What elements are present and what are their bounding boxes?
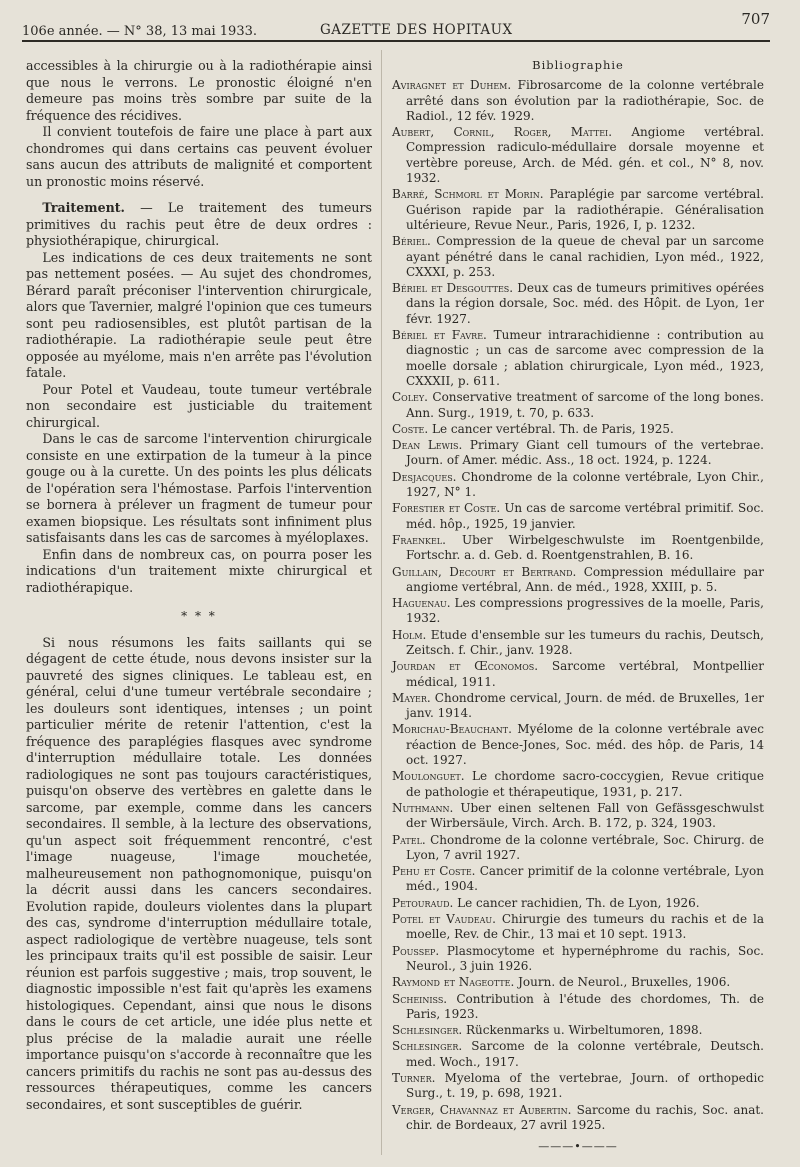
bibliography-entry [392,565,764,596]
bibliography-entry [392,659,764,690]
paragraph: Enfin dans de nombreux cas, on pourra poser les indications d'un traitement mixte chirurgical et radiothérapique. [26,546,372,595]
end-ornament: ———•——— [538,1140,618,1154]
bibliography-entry [392,125,764,186]
entry-reference: Journ. de Neurol., Bruxelles, 1906. [514,975,731,990]
entry-reference: Fibrosarcome de la colonne vertébrale arrêté dans son évolution par la radiothérapie, Soc. de Radiol., 12 fév. 1929. [406,78,764,123]
entry-author: Aviragnet et Duhem. [392,78,512,93]
entry-author: Aubert, Cornil, Roger, Mattei. [392,125,613,140]
section-ornament: * * * [181,609,217,623]
entry-author: Patel. [392,832,426,847]
entry-author: Bériel et Favre. [392,328,487,343]
bibliography-entry [392,944,764,975]
paragraph: Il convient toutefois de faire une place à part aux chondromes qui dans certains cas peuvent évoluer sans aucun des attributs de malignité et comportent un pronostic moins réservé. [26,124,372,189]
entry-reference: Le chordome sacro-coccygien, Revue critique de pathologie et thérapeutique, 1931, p. 217. [406,769,764,799]
entry-author: Petouraud. [392,895,454,910]
entry-reference: Un cas de sarcome vertébral primitif. Soc. méd. hôp., 1925, 19 janvier. [406,501,764,531]
bibliography-entry [392,422,764,437]
bibliography-entry [392,470,764,501]
entry-reference: Sarcome du rachis, Soc. anat. chir. de Bordeaux, 27 avril 1925. [406,1102,764,1132]
bibliography-list [392,78,764,1133]
issue-info: 106e année. — N° 38, 13 mai 1933. [22,24,257,39]
entry-author: Scheiniss. [392,991,448,1006]
bibliography-entry [392,896,764,911]
entry-author: Potel et Vaudeau. [392,912,496,927]
bibliography-entry [392,864,764,895]
bibliography-entry [392,1023,764,1038]
entry-reference: Compression de la queue de cheval par un sarcome ayant pénétré dans le canal rachidien, Lyon méd., 1922, CXXXI, p. 253. [406,234,764,279]
bibliography-entry [392,328,764,389]
entry-reference: Le cancer vertébral. Th. de Paris, 1925. [428,421,674,436]
paragraph: Pour Potel et Vaudeau, toute tumeur vertébrale non secondaire est justiciable du traitement chirurgical. [26,381,372,430]
page-header [22,6,770,42]
entry-reference: Chondrome de la colonne vertébrale, Soc. Chirurg. de Lyon, 7 avril 1927. [406,832,764,862]
entry-author: Schlesinger. [392,1023,463,1038]
bibliography-entry [392,801,764,832]
entry-reference: Plasmocytome et hypernéphrome du rachis, Soc. Neurol., 3 juin 1926. [406,943,764,973]
entry-reference: Chondrome cervical, Journ. de méd. de Bruxelles, 1er janv. 1914. [406,690,764,721]
bibliography-entry [392,281,764,327]
entry-reference: Chondrome de la colonne vertébrale, Lyon Chir., 1927, N° 1. [406,469,764,500]
bibliography-entry [392,992,764,1023]
bibliography-entry [392,1039,764,1070]
paragraph: Dans le cas de sarcome l'intervention chirurgicale consiste en une extirpation de la tumeur à la pince gouge ou à la curette. Un des points les plus délicats de l'opération sera l'hémostase. Parfois l'intervention se bornera à prélever un fragment de tumeur pour examen biopsique. Les résultats sont infiniment plus satisfaisants dans les cas de sarcomes à myéloplaxes. [26,431,372,545]
bibliography-entry [392,691,764,722]
bibliography-entry [392,628,764,659]
page-number: 707 [741,10,770,28]
paragraph: Les indications de ces deux traitements ne sont pas nettement posées. — Au sujet des chondromes, Bérard paraît préconiser l'intervention chirurgicale, alors que Tavernier, malgré l'opinion que ces tumeurs sont peu radiosensibles, est plutôt partisan de la radiothérapie. La radiothérapie seule peut être opposée au myélome, mais n'en arrête pas l'évolution fatale. [26,249,372,380]
entry-reference: Angiome vertébral. Compression radiculo-médullaire dorsale moyenne et vertèbre poreuse, Arch. de Méd. gén. et col., N° 8, nov. 1932. [406,125,765,186]
bibliography-title: Bibliographie [532,58,624,72]
bibliography-entry [392,722,764,768]
entry-author: Schlesinger. [392,1039,463,1054]
entry-author: Coste. [392,421,429,436]
entry-reference: Chirurgie des tumeurs du rachis et de la moelle, Rev. de Chir., 13 mai et 10 sept. 1913. [406,912,764,942]
column-divider [381,50,382,1155]
entry-author: Raymond et Nageotte. [392,975,515,990]
entry-reference: Les compressions progressives de la moelle, Paris, 1932. [406,596,764,626]
entry-author: Turner. [392,1071,436,1085]
entry-reference: Rückenmarks u. Wirbeltumoren, 1898. [462,1023,703,1038]
entry-author: Holm. [392,627,427,642]
bibliography-entry [392,438,764,469]
bibliography-entry [392,1071,764,1102]
entry-author: Fraenkel. [392,532,446,547]
entry-author: Haguenau. [392,596,451,611]
entry-author: Pehu et Coste. [392,864,476,879]
journal-title: GAZETTE DES HOPITAUX [320,22,513,38]
bibliography-entry [392,1103,764,1134]
bibliography-entry [392,501,764,532]
bibliography-entry [392,975,764,990]
conclusion-paragraph: Si nous résumons les faits saillants qui se dégagent de cette étude, nous devons insister sur la pauvreté des signes cliniques. Le tableau est, en général, celui d'une tumeur vertébrale secondaire ; les douleurs sont identiques, intenses ; un point particulier mérite de retenir l'attention, c'est la fréquence des paraplégies flasques avec syndrome d'interruption médullaire totale. Les données radiologiques ne sont pas toujours caractéristiques, puisqu'on observe des vertèbres en galette dans le sarcome, par exemple, comme dans les cancers secondaires. Il semble, à la lecture des observations, qu'un aspect soit fréquemment rencontré, c'est l'image nuageuse, l'image mouchetée, malheureusement non pathognomonique, puisqu'on la décrit aussi dans les cancers secondaires. Evolution rapide, douleurs violentes dans la plupart des cas, syndrome d'interruption médullaire totale, aspect radiologique de vertèbre nuageuse, tels sont les principaux traits qu'il est possible de saisir. Leur réunion est parfois suggestive ; mais, trop souvent, le diagnostic impossible n'est fait qu'après les examens histologiques. Cependant, ainsi que nous le disons dans le cours de cet article, une idée plus nette et plus précise de la maladie aurait une réelle importance puisqu'on s'accorde à reconnaître que les cancers primitifs du rachis ne sont pas au-dessus des ressources thérapeutiques, comme les cancers secondaires, et sont susceptibles de guérir. [26,634,372,1112]
bibliography-entry [392,533,764,564]
entry-author: Morichau-Beauchant. [392,722,512,737]
entry-author: Bériel et Desgouttes. [392,281,514,296]
bibliography-entry [392,390,764,421]
entry-author: Poussep. [392,943,440,958]
entry-reference: Tumeur intrarachidienne : contribution au diagnostic ; un cas de sarcome avec compression de la moelle dorsale ; ablation chirurgicale, Lyon méd., 1923, CXXXII, p. 611. [406,328,764,388]
entry-reference: Deux cas de tumeurs primitives opérées dans la région dorsale, Soc. méd. des Hôpit. de Lyon, 1er févr. 1927. [406,281,764,326]
entry-reference: Paraplégie par sarcome vertébral. Guérison rapide par la radiothérapie. Généralisation ultérieure, Revue Neur., Paris, 1926, I, p. 1232. [406,187,764,232]
entry-reference: Myeloma of the vertebrae, Journ. of orthopedic Surg., t. 19, p. 698, 1921. [406,1071,764,1101]
entry-author: Moulonguet. [392,769,465,784]
entry-author: Guillain, Decourt et Bertrand. [392,564,577,579]
entry-author: Coley. [392,390,428,405]
entry-author: Nuthmann. [392,800,454,815]
entry-reference: Le cancer rachidien, Th. de Lyon, 1926. [453,895,700,910]
entry-author: Verger, Chavannaz et Aubertin. [392,1102,572,1117]
entry-author: Dean Lewis. [392,438,463,453]
entry-author: Mayer. [392,690,431,705]
entry-author: Barré, Schmorl et Morin. [392,187,544,202]
bibliography-entry [392,833,764,864]
entry-reference: Etude d'ensemble sur les tumeurs du rachis, Deutsch, Zeitsch. f. Chir., janv. 1928. [406,627,764,657]
paragraph: accessibles à la chirurgie ou à la radiothérapie ainsi que nous le verrons. Le pronostic éloigné n'en demeure pas moins très sombre par suite de la fréquence des récidives. [26,58,372,123]
entry-reference: Uber einen seltenen Fall von Gefässgeschwulst der Wirbersäule, Virch. Arch. B. 172, p. 324, 1903. [406,800,764,831]
entry-author: Bériel. [392,234,431,249]
entry-reference: Sarcome de la colonne vertébrale, Deutsch. med. Woch., 1917. [406,1039,764,1069]
section-intro: — Le traitement des tumeurs primitives du rachis peut être de deux ordres : physiothérapique, chirurgical. [26,200,372,248]
entry-reference: Sarcome vertébral, Montpellier médical, 1911. [406,659,764,689]
bibliography-column [392,58,764,1154]
bibliography-entry [392,769,764,800]
entry-author: Jourdan et Œconomos. [392,659,539,674]
bibliography-entry [392,78,764,124]
entry-reference: Cancer primitif de la colonne vertébrale, Lyon méd., 1904. [406,864,764,894]
bibliography-entry [392,912,764,943]
entry-reference: Uber Wirbelgeschwulste im Roentgenbilde, Fortschr. a. d. Geb. d. Roentgenstrahlen, B. 16. [406,532,764,563]
entry-reference: Compression médullaire par angiome vertébral, Ann. de méd., 1928, XXIII, p. 5. [406,564,764,594]
entry-reference: Primary Giant cell tumours of the vertebrae. Journ. of Amer. médic. Ass., 18 oct. 1924, p. 1224. [406,438,764,468]
entry-reference: Contribution à l'étude des chordomes, Th. de Paris, 1923. [406,991,764,1021]
article-column [26,58,372,1113]
section-heading: Traitement. [42,200,125,215]
entry-reference: Myélome de la colonne vertébrale avec réaction de Bence-Jones, Soc. méd. des hôp. de Paris, 14 oct. 1927. [406,722,764,768]
entry-reference: Conservative treatment of sarcome of the long bones. Ann. Surg., 1919, t. 70, p. 633. [406,390,764,420]
bibliography-entry [392,596,764,627]
treatment-paragraph [26,200,372,250]
bibliography-entry [392,187,764,233]
bibliography-entry [392,234,764,280]
entry-author: Desjacques. [392,469,457,484]
entry-author: Forestier et Coste. [392,501,501,516]
